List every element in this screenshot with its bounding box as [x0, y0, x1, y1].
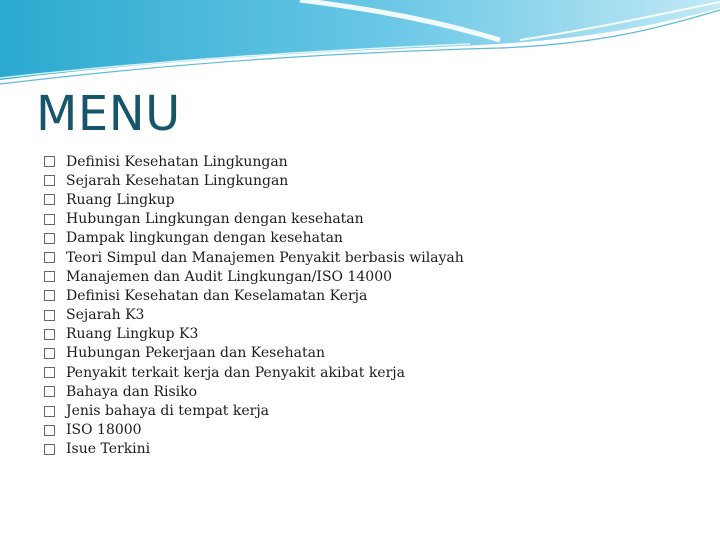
list-item — [44, 286, 464, 305]
list-item-label: Manajemen dan Audit Lingkungan/ISO 14000 — [66, 268, 393, 285]
square-bullet-icon — [44, 252, 55, 263]
list-item — [44, 344, 464, 363]
list-item — [44, 382, 464, 401]
list-item-label: Ruang Lingkup — [66, 191, 175, 208]
square-bullet-icon — [44, 329, 55, 340]
list-item-label: Bahaya dan Risiko — [66, 383, 198, 400]
page-title: MENU — [36, 86, 181, 142]
list-item — [44, 401, 464, 420]
square-bullet-icon — [44, 271, 55, 282]
square-bullet-icon — [44, 310, 55, 321]
square-bullet-icon — [44, 214, 55, 225]
list-item — [44, 267, 464, 286]
list-item — [44, 306, 464, 325]
square-bullet-icon — [44, 290, 55, 301]
list-item — [44, 190, 464, 209]
list-item-label: Isue Terkini — [66, 441, 151, 458]
list-item-label: Definisi Kesehatan Lingkungan — [66, 153, 288, 170]
list-item-label: Ruang Lingkup K3 — [66, 326, 199, 343]
list-item — [44, 440, 464, 459]
list-item — [44, 229, 464, 248]
list-item — [44, 248, 464, 267]
list-item — [44, 421, 464, 440]
square-bullet-icon — [44, 367, 55, 378]
square-bullet-icon — [44, 348, 55, 359]
square-bullet-icon — [44, 233, 55, 244]
list-item — [44, 152, 464, 171]
square-bullet-icon — [44, 444, 55, 455]
square-bullet-icon — [44, 175, 55, 186]
list-item — [44, 210, 464, 229]
square-bullet-icon — [44, 156, 55, 167]
list-item-label: Dampak lingkungan dengan kesehatan — [66, 230, 343, 247]
list-item — [44, 325, 464, 344]
menu-list — [44, 152, 464, 459]
list-item-label: ISO 18000 — [66, 422, 142, 439]
list-item-label: Definisi Kesehatan dan Keselamatan Kerja — [66, 287, 368, 304]
list-item-label: Sejarah Kesehatan Lingkungan — [66, 172, 289, 189]
list-item — [44, 363, 464, 382]
list-item-label: Sejarah K3 — [66, 307, 145, 324]
list-item-label: Hubungan Pekerjaan dan Kesehatan — [66, 345, 325, 362]
square-bullet-icon — [44, 194, 55, 205]
wave-header-decoration — [0, 0, 720, 90]
list-item-label: Penyakit terkait kerja dan Penyakit akibat kerja — [66, 364, 405, 381]
list-item-label: Hubungan Lingkungan dengan kesehatan — [66, 211, 364, 228]
square-bullet-icon — [44, 406, 55, 417]
square-bullet-icon — [44, 425, 55, 436]
list-item-label: Teori Simpul dan Manajemen Penyakit berbasis wilayah — [66, 249, 464, 266]
list-item — [44, 171, 464, 190]
square-bullet-icon — [44, 386, 55, 397]
list-item-label: Jenis bahaya di tempat kerja — [66, 403, 270, 420]
